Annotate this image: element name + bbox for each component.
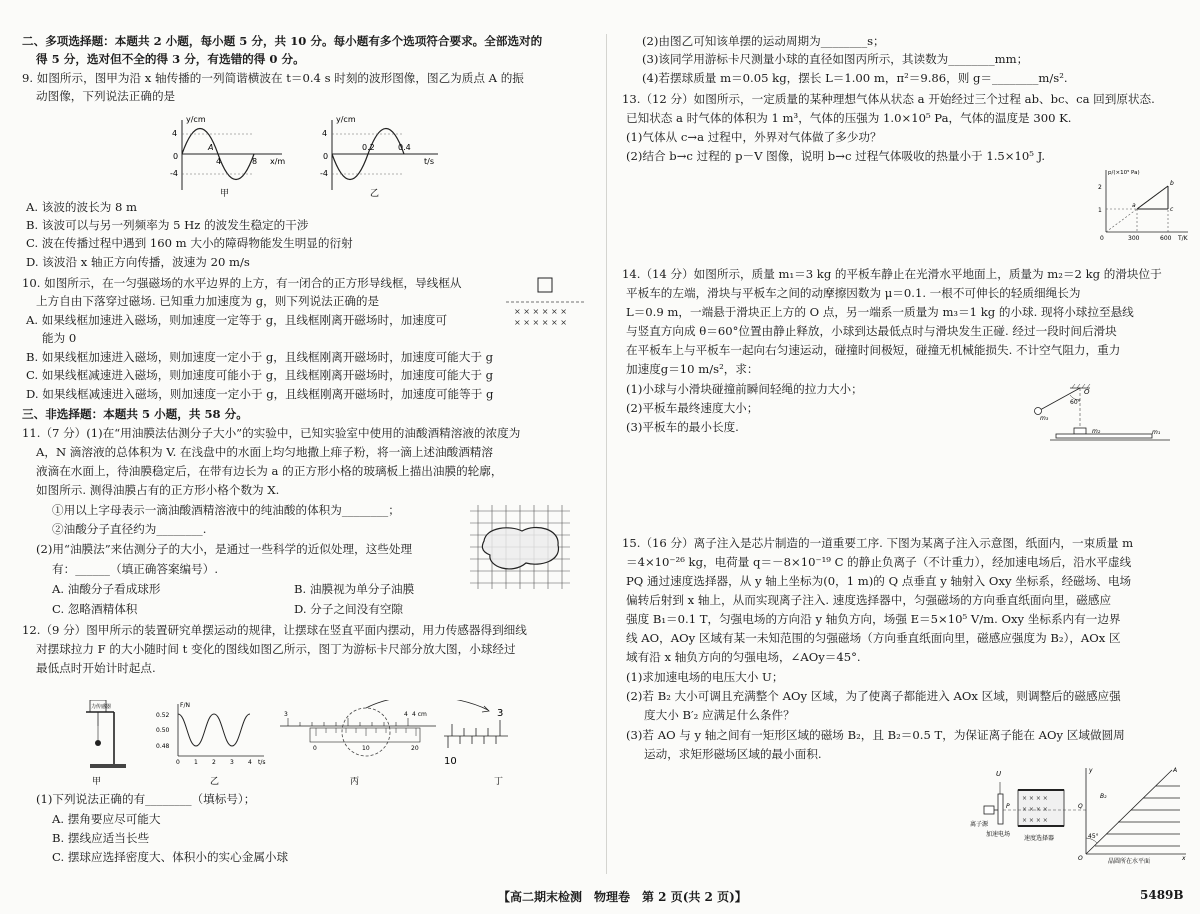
text-line: A. 如果线框加速进入磁场，则加速度一定等于 g，且线框刚离开磁场时，加速度可	[26, 313, 448, 327]
text-line: 二、多项选择题：本题共 2 小题，每小题 5 分，共 10 分。每小题有多个选项符合要求。全部选对的	[22, 34, 543, 48]
text-line: 上方自由下落穿过磁场. 已知重力加速度为 g，则下列说法正确的是	[36, 294, 380, 308]
svg-text:U: U	[996, 770, 1002, 778]
svg-text:B₂: B₂	[1100, 793, 1107, 800]
svg-text:0.48: 0.48	[156, 743, 170, 750]
svg-text:× × × ×: × × × ×	[1022, 795, 1048, 802]
text-line: PQ 通过速度选择器，从 y 轴上坐标为(0，1 m)的 Q 点垂直 y 轴射入 Oxy 坐标系，经磁场、电场	[626, 574, 1132, 588]
svg-text:× × × × × ×: × × × × × ×	[514, 307, 567, 316]
svg-text:乙: 乙	[210, 777, 220, 787]
text-line: 能为 0	[42, 331, 77, 345]
column-divider	[606, 34, 607, 874]
text-line: C. 如果线框减速进入磁场，则加速度可能小于 g，且线框刚离开磁场时，加速度可能大于 g	[26, 368, 494, 382]
svg-text:乙: 乙	[370, 189, 380, 198]
svg-text:t/s: t/s	[258, 759, 266, 766]
svg-text:300: 300	[1128, 235, 1140, 242]
svg-text:甲: 甲	[92, 777, 102, 787]
svg-text:60°: 60°	[1070, 399, 1081, 406]
svg-text:a: a	[1132, 202, 1136, 209]
svg-text:c: c	[1170, 206, 1174, 213]
svg-text:丁: 丁	[494, 777, 504, 787]
text-line: (3)平板车的最小长度.	[626, 420, 739, 434]
svg-text:丙: 丙	[350, 777, 360, 787]
text-line: (3)若 AO 与 y 轴之间有一矩形区域的磁场 B₂，且 B₂＝0.5 T，为保证离子能在 AOy 区域做圆周	[626, 728, 1125, 742]
text-line: 运动，求矩形磁场区域的最小面积.	[644, 747, 822, 761]
text-line: 如图所示. 测得油膜占有的正方形小格个数为 X.	[36, 483, 280, 497]
svg-text:3: 3	[230, 759, 234, 766]
q12-force-time-graph	[156, 702, 266, 787]
svg-text:4: 4	[248, 759, 252, 766]
text-line: (2)结合 b→c 过程的 p－V 图像，说明 b→c 过程气体吸收的热量小于 1.5×10⁵ J.	[626, 149, 1046, 163]
svg-text:m₁: m₁	[1152, 429, 1161, 436]
text-line: D. 该波沿 x 轴正方向传播，波速为 20 m/s	[26, 255, 250, 269]
q9b-xlabel: t/s	[424, 157, 434, 166]
text-line: (2)由图乙可知该单摆的运动周期为________s；	[642, 34, 885, 48]
q9a-ylabel: y/cm	[186, 115, 206, 124]
text-line: (2)若 B₂ 大小可调且充满整个 AOy 区域，为了使离子都能进入 AOx 区域，则调整后的磁感应强	[626, 689, 1121, 703]
text-line: B. 该波可以与另一列频率为 5 Hz 的波发生稳定的干涉	[26, 218, 309, 232]
svg-text:A: A	[1173, 767, 1178, 774]
text-line: (2)平板车最终速度大小；	[626, 401, 759, 415]
text-line: 10. 如图所示，在一匀强磁场的水平边界的上方，有一闭合的正方形导线框，导线框从	[22, 276, 462, 290]
svg-text:4 cm: 4 cm	[412, 711, 427, 718]
footer-code: 5489B	[1140, 888, 1184, 902]
svg-text:0: 0	[176, 759, 180, 766]
svg-text:0.2: 0.2	[362, 143, 375, 152]
text-line: 液滴在水面上，待油膜稳定后，在带有边长为 a 的正方形小格的玻璃板上描出油膜的轮廓，	[36, 464, 503, 478]
text-line: 线 AO，AOy 区域有某一未知范围的匀强磁场（方向垂直纸面向里，磁感应强度为 B₂），AOx 区	[626, 631, 1121, 645]
text-line: 动图像，下列说法正确的是	[36, 89, 176, 103]
text-line: D. 如果线框减速进入磁场，则加速度一定小于 g，且线框刚离开磁场时，加速度可能等于 g	[26, 387, 494, 401]
text-line: D. 分子之间没有空隙	[294, 602, 404, 616]
text-line: B. 油膜视为单分子油膜	[294, 582, 415, 596]
svg-text:晶圆所在水平面: 晶圆所在水平面	[1108, 858, 1151, 864]
svg-text:2: 2	[1098, 184, 1102, 191]
svg-text:600: 600	[1160, 235, 1172, 242]
svg-text:× × × × × ×: × × × × × ×	[514, 318, 567, 327]
q12-figure	[84, 700, 544, 792]
svg-text:Q: Q	[1078, 803, 1083, 810]
text-line: 加速度g＝10 m/s²，求：	[626, 362, 759, 376]
text-line: 有：______（填正确答案编号）.	[52, 562, 218, 576]
text-line: A. 该波的波长为 8 m	[26, 200, 138, 214]
svg-text:b: b	[1170, 180, 1174, 187]
svg-text:加速电场: 加速电场	[986, 831, 1011, 838]
text-line: C. 忽略酒精体积	[52, 602, 138, 616]
q12-pendulum-stand	[86, 700, 126, 787]
q9a-xlabel: x/m	[270, 157, 286, 166]
q11-oil-film-figure	[470, 505, 570, 593]
svg-text:0: 0	[313, 745, 317, 752]
text-line: ＝4×10⁻²⁶ kg，电荷量 q＝－8×10⁻¹⁹ C 的静止负离子（不计重力），经加速电场后，沿水平虚线	[626, 555, 1132, 569]
text-line: L＝0.9 m，一端悬于滑块正上方的 O 点，另一端系一质量为 m₃＝1 kg 的小球. 现将小球拉至悬线	[626, 305, 1134, 319]
q10-figure	[506, 276, 586, 338]
svg-text:p/(×10⁵ Pa): p/(×10⁵ Pa)	[1108, 170, 1140, 176]
text-line: ②油酸分子直径约为________.	[52, 522, 207, 536]
svg-text:y: y	[1089, 767, 1093, 774]
text-line: B. 如果线框加速进入磁场，则加速度一定小于 g，且线框刚离开磁场时，加速度可能大于 g	[26, 350, 494, 364]
text-line: 11.（7 分）(1)在“用油膜法估测分子大小”的实验中，已知实验室中使用的油酸酒精溶液的浓度为	[22, 426, 521, 440]
q13-pT-graph	[1094, 166, 1190, 246]
text-line: 强度 B₁＝0.1 T，匀强电场的方向沿 y 轴负方向，场强 E＝5×10⁵ V/m. Oxy 坐标系内有一边界	[626, 612, 1121, 626]
svg-text:8: 8	[252, 157, 258, 166]
svg-text:3: 3	[497, 708, 504, 719]
svg-text:速度选择器: 速度选择器	[1024, 835, 1055, 842]
svg-text:4: 4	[172, 129, 178, 138]
svg-text:4: 4	[216, 157, 222, 166]
q12-vernier-enlarged	[444, 708, 508, 787]
text-line: A. 摆角要应尽可能大	[52, 812, 161, 826]
text-line: 最低点时开始计时起点.	[36, 661, 156, 675]
text-line: 度大小 B′₂ 应满足什么条件？	[644, 708, 795, 722]
text-line: 三、非选择题：本题共 5 小题，共 58 分。	[22, 407, 248, 421]
text-line: 对摆球拉力 F 的大小随时间 t 变化的图线如图乙所示，图丁为游标卡尺部分放大图，小球经过	[36, 642, 516, 656]
svg-text:O: O	[1078, 855, 1083, 862]
text-line: (1)求加速电场的电压大小 U；	[626, 670, 784, 684]
q12-caliper	[280, 700, 489, 787]
text-line: A. 油酸分子看成球形	[52, 582, 161, 596]
text-line: A，N 滴溶液的总体积为 V. 在浅盘中的水面上均匀地撒上痱子粉，将一滴上述油酸酒精溶	[36, 445, 493, 459]
svg-text:P: P	[1006, 803, 1010, 810]
text-line: (1)气体从 c→a 过程中，外界对气体做了多少功？	[626, 130, 882, 144]
text-line: C. 摆球应选择密度大、体积小的实心金属小球	[52, 850, 289, 864]
svg-text:× × × ×: × × × ×	[1022, 817, 1048, 824]
q15-ion-implant-figure	[968, 764, 1190, 868]
footer-page-label: 【高二期末检测 物理卷 第 2 页(共 2 页)】	[498, 890, 747, 904]
text-line: 与竖直方向成 θ＝60°位置由静止释放，小球到达最低点时与滑块发生正碰. 经过一段时间后滑块	[626, 324, 1117, 338]
text-line: 平板车的左端，滑块与平板车之间的动摩擦因数为 μ＝0.1. 一根不可伸长的轻质细绳长为	[626, 286, 1081, 300]
q9-wave-graph	[170, 115, 285, 198]
svg-text:3: 3	[284, 711, 288, 718]
text-line: C. 波在传播过程中遇到 160 m 大小的障碍物能发生明显的衍射	[26, 236, 353, 250]
text-line: 15.（16 分）离子注入是芯片制造的一道重要工序. 下图为某离子注入示意图，纸面内，一束质量 m	[622, 536, 1134, 550]
text-line: (1)下列说法正确的有________（填标号）；	[36, 792, 256, 806]
svg-text:m₂: m₂	[1092, 428, 1101, 435]
svg-text:离子源: 离子源	[970, 821, 989, 828]
q9b-ylabel: y/cm	[336, 115, 356, 124]
svg-text:O: O	[1084, 388, 1090, 396]
svg-text:0: 0	[323, 152, 329, 161]
svg-text:A: A	[208, 143, 214, 152]
text-line: 在平板车上与平板车一起向右匀速运动，碰撞时间极短，碰撞无机械能损失. 不计空气阻力，重力	[626, 343, 1121, 357]
svg-text:2: 2	[212, 759, 216, 766]
svg-text:× × × ×: × × × ×	[1022, 806, 1048, 813]
text-line: B. 摆线应适当长些	[52, 831, 150, 845]
text-line: 14.（14 分）如图所示，质量 m₁＝3 kg 的平板车静止在光滑水平地面上，质量为 m₂＝2 kg 的滑块位于	[622, 267, 1162, 281]
svg-text:-4: -4	[170, 169, 178, 178]
text-line: 域有沿 x 轴负方向的匀强电场，∠AOy＝45°.	[626, 650, 861, 664]
text-line: 得 5 分，选对但不全的得 3 分，有选错的得 0 分。	[36, 52, 305, 66]
svg-text:0.50: 0.50	[156, 727, 170, 734]
text-line: 12.（9 分）图甲所示的装置研究单摆运动的规律，让摆球在竖直平面内摆动，用力传感器得到细线	[22, 623, 527, 637]
svg-text:x: x	[1182, 855, 1186, 862]
svg-text:20: 20	[411, 745, 419, 752]
text-line: 13.（12 分）如图所示，一定质量的某种理想气体从状态 a 开始经过三个过程 ab、bc、ca 回到原状态.	[622, 92, 1155, 106]
text-line: (3)该同学用游标卡尺测量小球的直径如图丙所示，其读数为________mm；	[642, 52, 1029, 66]
svg-text:0.52: 0.52	[156, 712, 170, 719]
svg-text:10: 10	[444, 756, 457, 767]
q14-figure	[1020, 382, 1190, 448]
text-line: (2)用“油膜法”来估测分子的大小，是通过一些科学的近似处理，这些处理	[36, 542, 413, 556]
svg-text:10: 10	[362, 745, 370, 752]
text-line: 偏转后射到 x 轴上，从而实现离子注入. 速度选择器中，匀强磁场的方向垂直纸面向里，磁感应	[626, 593, 1112, 607]
svg-text:1: 1	[1098, 207, 1102, 214]
svg-text:1: 1	[194, 759, 198, 766]
svg-text:力传感器: 力传感器	[91, 704, 112, 710]
svg-text:4: 4	[322, 129, 328, 138]
text-line: (4)若摆球质量 m＝0.05 kg，摆长 L＝1.00 m，π²＝9.86，则 g＝________m/s².	[642, 71, 1068, 85]
svg-text:-4: -4	[320, 169, 328, 178]
text-line: (1)小球与小滑块碰撞前瞬间轻绳的拉力大小；	[626, 382, 863, 396]
svg-text:0: 0	[173, 152, 179, 161]
svg-text:T/K: T/K	[1178, 235, 1188, 242]
text-line: 已知状态 a 时气体的体积为 1 m³，气体的压强为 1.0×10⁵ Pa，气体的温度是 300 K.	[626, 111, 1072, 125]
q9-vibration-graph	[320, 115, 438, 198]
svg-text:0: 0	[1100, 235, 1104, 242]
svg-text:4: 4	[404, 711, 408, 718]
svg-text:甲: 甲	[220, 189, 230, 198]
svg-text:45°: 45°	[1088, 833, 1099, 840]
svg-text:F/N: F/N	[180, 702, 190, 709]
q9-figure	[170, 114, 450, 202]
svg-text:0.4: 0.4	[398, 143, 411, 152]
text-line: 9. 如图所示，图甲为沿 x 轴传播的一列简谐横波在 t＝0.4 s 时刻的波形图像，图乙为质点 A 的振	[22, 71, 524, 85]
text-line: ①用以上字母表示一滴油酸酒精溶液中的纯油酸的体积为________；	[52, 503, 400, 517]
svg-text:m₃: m₃	[1040, 415, 1049, 422]
